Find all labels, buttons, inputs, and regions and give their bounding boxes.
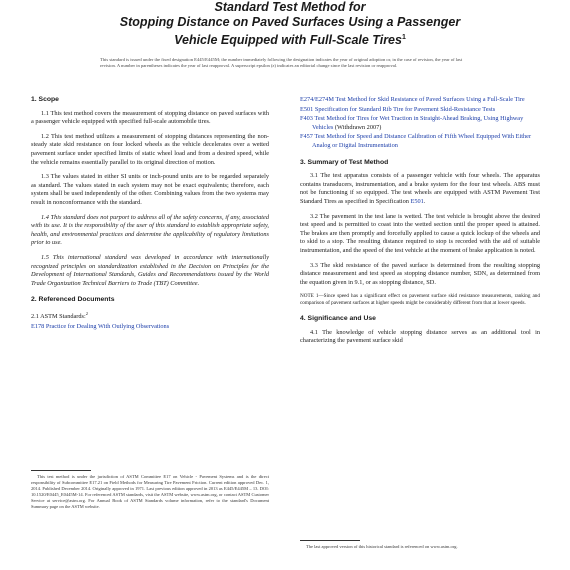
- paragraph-1-5: 1.5 This international standard was developed in accordance with internationally recognized principles on standardization established in the Decision on Principles for the Development of International Standards, Guides and Recommendations issued by the World Trade Organization Technical Barriers to Trade (TBT) Committee.: [31, 253, 269, 287]
- reference-e274[interactable]: E274/E274M Test Method for Skid Resistance of Paved Surfaces Using a Full-Scale Tire: [300, 96, 525, 103]
- footnote-right-text: The last approved version of this historical standard is referenced on www.astm.org.: [306, 544, 458, 549]
- paragraph-3-3: 3.3 The skid resistance of the paved surface is determined from the resulting stopping distance measurement and test speed as stopping distance number, SDN, as determined from the equation given in 9.1, or as stopping distance, SD.: [300, 261, 540, 286]
- paragraph-1-1: 1.1 This test method covers the measurement of stopping distance on paved surfaces with a passenger vehicle equipped with specified full-scale automobile tires.: [31, 109, 269, 126]
- title-line-1: Standard Test Method for: [214, 0, 366, 14]
- section-heading-summary: 3. Summary of Test Method: [300, 158, 389, 166]
- footnote-left-text: This test method is under the jurisdiction of ASTM Committee E17 on Vehicle - Pavement Systems and is the direct responsibility of Subcommittee E17.21 on Field Methods for Measuring Tire Pavement Friction. Current edition approved Dec. 1, 2014. Published December 2014. Originally approved in 1971. Last previous edition approved in 2013 as E445/E445M – 13. DOI: 10.1520/E0445_E0445M-14. For referenced ASTM standards, visit the ASTM website, www.astm.org, or contact ASTM Customer Service at service@astm.org. For Annual Book of ASTM Standards volume information, refer to the standard's Document Summary page on the ASTM website.: [31, 474, 269, 509]
- paragraph-3-1: 3.1 The test apparatus consists of a passenger vehicle with four wheels. The apparatus contains transducers, instrumentation, and a brake system for the four test wheels. ABS must not be functioning if so equipped. The test wheels are equipped with ASTM Pavement Test Standard Tires as specified in Specification E501.: [300, 172, 540, 205]
- designation-notice: This standard is issued under the fixed designation E445/E445M; the number immediately following the designation indicates the year of original adoption or, in the case of revision, the year of last revision. A number in parentheses indicates the year of last reapproval. A superscript epsilon (ε) indicates an editorial change since the last revision or reapproval.: [100, 57, 463, 68]
- title-line-2: Stopping Distance on Paved Surfaces Using a Passenger: [119, 15, 461, 29]
- paragraph-1-2: 1.2 This test method utilizes a measurement of stopping distances representing the non-steady state skid resistance on four locked wheels as the vehicle decelerates over a wetted pavement surface under specified limits of static wheel load and from a desired speed, while the vehicle remains essentially parallel to its original direction of motion.: [31, 132, 269, 166]
- title-line-3: Vehicle Equipped with Full-Scale Tires$^1$: [174, 33, 406, 48]
- document-title: [100, 0, 480, 48]
- footnote-divider-left: [31, 470, 91, 471]
- footnotes-right: [300, 544, 540, 552]
- paragraph-1-3: 1.3 The values stated in either SI units or inch-pound units are to be regarded separately as standard. The values stated in each system may not be exact equivalents; therefore, each system shall be used independently of the other. Combining values from the two systems may result in nonconformance with the standard.: [31, 173, 269, 206]
- reference-f457[interactable]: F457 Test Method for Speed and Distance Calibration of Fifth Wheel Equipped With Either Analog or Digital Instrumentation: [300, 133, 532, 149]
- section-heading-referenced-documents: 2. Referenced Documents: [31, 296, 115, 304]
- footnotes-left: [31, 474, 269, 512]
- left-column: [31, 96, 269, 332]
- right-column: [300, 96, 540, 352]
- section-heading-significance: 4. Significance and Use: [300, 315, 376, 323]
- reference-e178[interactable]: E178 Practice for Dealing With Outlying Observations: [31, 322, 170, 330]
- section-heading-scope: 1. Scope: [31, 96, 59, 103]
- note-1: NOTE 1—Since speed has a significant effect on pavement surface skid resistance measurements, ranking and comparison of pavement surfaces at higher speeds might be considerably different from that at lower speeds.: [300, 293, 540, 307]
- reference-astm-standards: 2.1 ASTM Standards:$^2$: [31, 310, 89, 320]
- reference-e501[interactable]: E501 Specification for Standard Rib Tire for Pavement Skid-Resistance Tests: [300, 105, 496, 113]
- paragraph-3-2: 3.2 The pavement in the test lane is wetted. The test vehicle is brought above the desired test speed and is permitted to coast into the wetted section until the proper speed is attained. The brakes are then promptly and forcefully applied to cause a quick lockup of the wheels and to skid to a stop. The resulting distance required to stop is recorded with the aid of suitable instrumentation, and the speed of the test vehicle at the moment of brake application is noted.: [300, 212, 540, 254]
- reference-f403[interactable]: F403 Test Method for Tires for Wet Traction in Straight-Ahead Braking, Using Highway Vehicles (Withdrawn 2007): [300, 115, 524, 131]
- link-e501[interactable]: E501: [410, 197, 424, 205]
- paragraph-1-4: 1.4 This standard does not purport to address all of the safety concerns, if any, associated with its use. It is the responsibility of the user of this standard to establish appropriate safety, health, and environmental practices and determine the applicability of regulatory limitations prior to use.: [31, 213, 269, 247]
- title-footnote-mark: 1: [401, 34, 406, 41]
- paragraph-4-1: 4.1 The knowledge of vehicle stopping distance serves as an additional tool in characterizing the pavement surface skid: [300, 328, 540, 345]
- footnote-divider-right: [300, 540, 360, 541]
